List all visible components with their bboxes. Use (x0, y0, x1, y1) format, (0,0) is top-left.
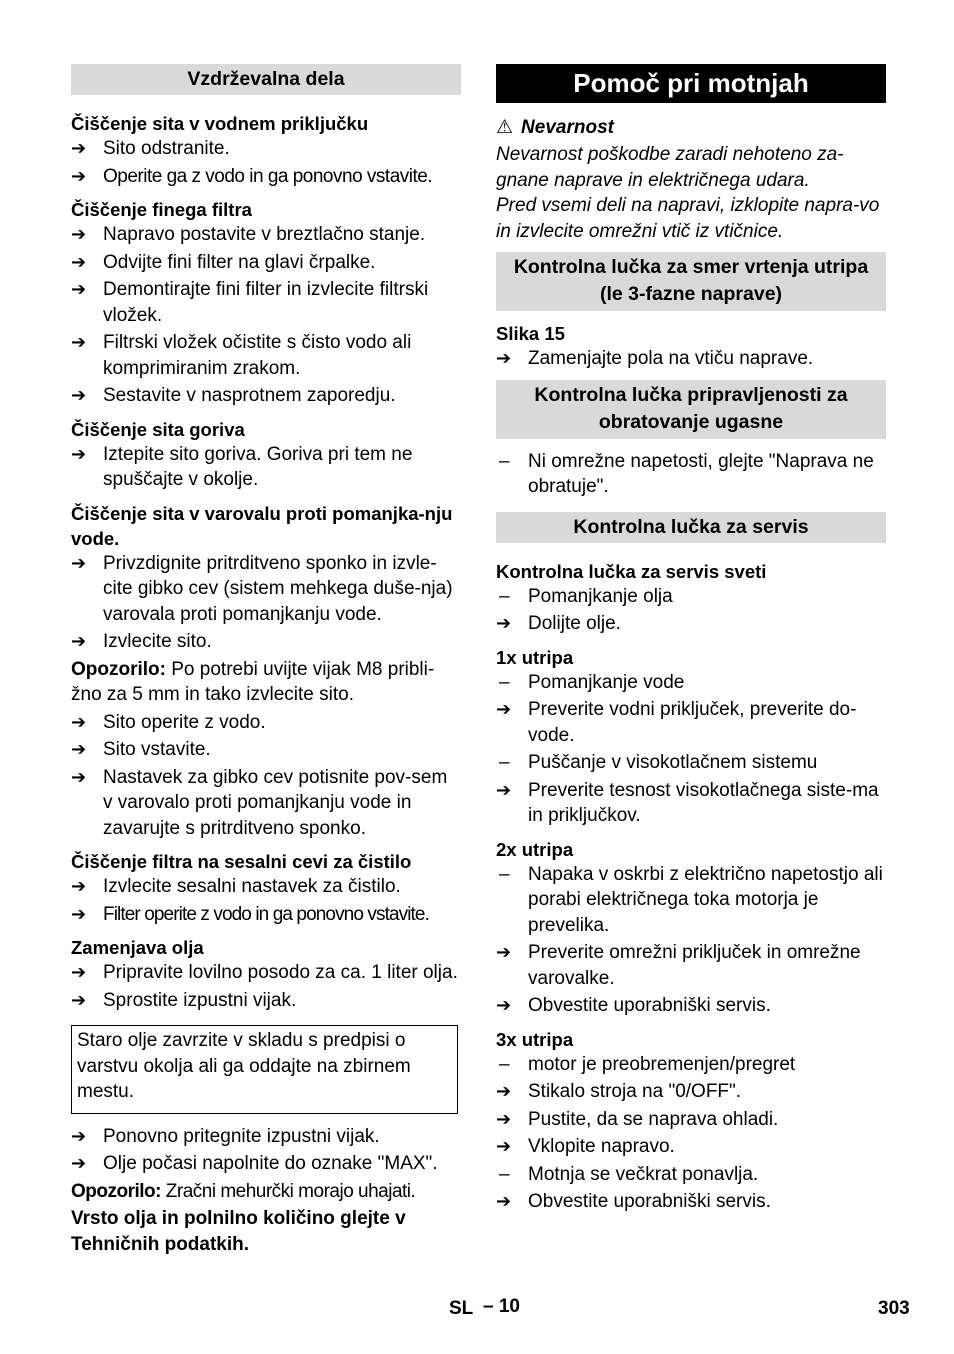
subheading-water-sieve: Čiščenje sita v vodnem priključku (71, 113, 369, 134)
right-arrow-icon: ➔ (71, 224, 87, 244)
list-item: ➔ Privzdignite pritrditveno sponko in izvle-cite gibko cev (sistem mehkega duše-nja) varovala proti pomanjkanju vode. (71, 552, 453, 625)
right-arrow-icon: ➔ (496, 1136, 512, 1156)
warning-text: Nevarnost poškodbe zaradi nehoteno za-gnane naprave in električnega udara. Pred vsemi deli na napravi, izklopite napra-vo in izvlecite omrežni vtič iz vtičnice. (496, 144, 880, 242)
list-item: ➔ Obvestite uporabniški servis. (496, 993, 886, 1019)
list-item: ➔ Filter operite z vodo in ga ponovno vstavite. (71, 902, 461, 928)
list-item: ➔ Izvlecite sesalni nastavek za čistilo. (71, 874, 461, 900)
section-header-rotation-lamp: Kontrolna lučka za smer vrtenja utripa (le 3-fazne naprave) (496, 252, 886, 311)
right-arrow-icon: ➔ (71, 739, 87, 759)
subheading-service-lit: Kontrolna lučka za servis sveti (496, 560, 767, 582)
list-item: ➔ Pripravite lovilno posodo za ca. 1 liter olja. (71, 960, 461, 986)
right-arrow-icon: ➔ (71, 1125, 87, 1146)
footer-section-page: – 10 (483, 1296, 520, 1317)
right-arrow-icon: ➔ (496, 1191, 512, 1211)
list-item: ➔ Preverite tesnost visokotlačnega siste-ma in priključkov. (496, 779, 879, 826)
right-arrow-icon: ➔ (71, 138, 87, 158)
right-arrow-icon: ➔ (71, 903, 86, 924)
note-paragraph: Opozorilo: Zračni mehurčki morajo uhajati. (71, 1180, 416, 1202)
right-arrow-icon: ➔ (71, 443, 87, 464)
left-column (71, 64, 461, 1259)
right-arrow-icon: ➔ (496, 348, 512, 368)
list-item: – Pomanjkanje vode (496, 670, 886, 696)
list-item: ➔ Sprostite izpustni vijak. (71, 988, 461, 1014)
right-arrow-icon: ➔ (71, 711, 87, 732)
right-column (496, 64, 886, 1217)
list-item: ➔ Preverite omrežni priključek in omrežne varovalke. (496, 942, 861, 989)
subheading-oil-change: Zamenjava olja (71, 937, 204, 958)
right-arrow-icon: ➔ (496, 1108, 512, 1129)
right-arrow-icon: ➔ (71, 385, 87, 405)
list-item: – Pomanjkanje olja (496, 584, 886, 610)
list-item: ➔ Stikalo stroja na "0/OFF". (496, 1079, 886, 1105)
list-item: ➔ Olje počasi napolnite do oznake "MAX". (71, 1151, 461, 1177)
list-item: – Ni omrežne napetosti, glejte "Naprava ne obratuje". (499, 450, 874, 497)
section-header-service-lamp: Kontrolna lučka za servis (496, 512, 886, 543)
dash-bullet: – (499, 585, 510, 607)
right-arrow-icon: ➔ (71, 279, 87, 299)
warning-triangle-icon: ⚠ (496, 117, 514, 138)
dash-bullet: – (499, 863, 510, 885)
right-arrow-icon: ➔ (496, 995, 512, 1015)
footer-language: SL (449, 1298, 474, 1319)
list-item: ➔ Zamenjajte pola na vtiču naprave. (496, 346, 886, 372)
right-arrow-icon: ➔ (71, 989, 87, 1010)
right-arrow-icon: ➔ (71, 332, 87, 352)
right-arrow-icon: ➔ (71, 631, 87, 651)
right-arrow-icon: ➔ (496, 942, 512, 962)
list-item: ➔ Sito operite z vodo. (71, 710, 461, 736)
list-item: ➔ Sito vstavite. (71, 737, 461, 763)
right-arrow-icon: ➔ (71, 165, 86, 186)
list-item: ➔ Demontirajte fini filter in izvlecite filtrski vložek. (71, 279, 429, 326)
list-item: ➔ Preverite vodni priključek, preverite do-vode. (496, 699, 857, 746)
list-item: ➔ Operite ga z vodo in ga ponovno vstavite. (71, 164, 461, 190)
dash-bullet: – (499, 1053, 510, 1075)
right-arrow-icon: ➔ (496, 613, 512, 633)
list-item: ➔ Vklopite napravo. (496, 1134, 886, 1160)
note-paragraph: Opozorilo: Po potrebi uvijte vijak M8 pribli-žno za 5 mm in tako izvlecite sito. (71, 658, 435, 705)
environment-notice-box: Staro olje zavrzite v skladu s predpisi o varstvu okolja ali ga oddajte na zbirnem mestu. (71, 1025, 458, 1114)
list-item: ➔ Dolijte olje. (496, 611, 886, 637)
subheading-fuel-sieve: Čiščenje sita goriva (71, 418, 245, 440)
right-arrow-icon: ➔ (71, 766, 87, 787)
section-header-maintenance: Vzdrževalna dela (71, 64, 461, 95)
list-item: – Napaka v oskrbi z električno napetostjo ali porabi električnega toka motorja je prevelika. (499, 863, 883, 936)
list-item: ➔ Odvijte fini filter na glavi črpalke. (71, 250, 461, 276)
right-arrow-icon: ➔ (496, 779, 512, 800)
right-arrow-icon: ➔ (71, 1153, 87, 1173)
list-item: – motor je preobremenjen/pregret (496, 1052, 886, 1078)
list-item: – Puščanje v visokotlačnem sistemu (496, 750, 886, 776)
subheading-water-shortage-sieve: Čiščenje sita v varovalu proti pomanjka-nju vode. (71, 502, 453, 549)
dash-bullet: – (499, 671, 510, 693)
subheading-fine-filter: Čiščenje finega filtra (71, 199, 252, 220)
warning-heading: ⚠ Nevarnost (496, 117, 614, 138)
subheading-detergent-filter: Čiščenje filtra na sesalni cevi za čistilo (71, 851, 412, 872)
list-item: ➔ Napravo postavite v breztlačno stanje. (71, 222, 461, 248)
subheading-3x-blink: 3x utripa (496, 1028, 574, 1050)
list-item: ➔ Obvestite uporabniški servis. (496, 1189, 886, 1215)
section-header-ready-lamp: Kontrolna lučka pripravljenosti za obratovanje ugasne (496, 380, 886, 439)
list-item: ➔ Nastavek za gibko cev potisnite pov-sem v varovalo proti pomanjkanju vode in zavarujte s pritrditveno sponko. (71, 766, 448, 839)
dash-bullet: – (499, 450, 510, 472)
bold-reference-paragraph: Vrsto olja in polnilno količino glejte v Tehničnih podatkih. (71, 1208, 406, 1255)
list-item: ➔ Filtrski vložek očistite s čisto vodo ali komprimiranim zrakom. (71, 332, 412, 379)
dash-bullet: – (499, 1163, 510, 1185)
list-item: ➔ Pustite, da se naprava ohladi. (496, 1107, 886, 1133)
dash-bullet: – (499, 752, 510, 773)
subheading-2x-blink: 2x utripa (496, 838, 574, 860)
page-title: Pomoč pri motnjah (496, 64, 886, 103)
footer-page-number: 303 (878, 1298, 910, 1319)
subheading-1x-blink: 1x utripa (496, 646, 574, 668)
list-item: ➔ Sito odstranite. (71, 136, 461, 162)
list-item: – Motnja se večkrat ponavlja. (496, 1162, 886, 1188)
right-arrow-icon: ➔ (496, 1081, 512, 1101)
right-arrow-icon: ➔ (496, 699, 512, 719)
list-item: ➔ Iztepite sito goriva. Goriva pri tem ne spuščajte v okolje. (71, 443, 413, 490)
list-item: ➔ Ponovno pritegnite izpustni vijak. (71, 1124, 461, 1150)
list-item: ➔ Sestavite v nasprotnem zaporedju. (71, 383, 461, 409)
figure-reference: Slika 15 (496, 323, 565, 344)
right-arrow-icon: ➔ (71, 876, 87, 896)
right-arrow-icon: ➔ (71, 251, 87, 272)
list-item: ➔ Izvlecite sito. (71, 629, 461, 655)
right-arrow-icon: ➔ (71, 962, 87, 982)
right-arrow-icon: ➔ (71, 552, 87, 573)
